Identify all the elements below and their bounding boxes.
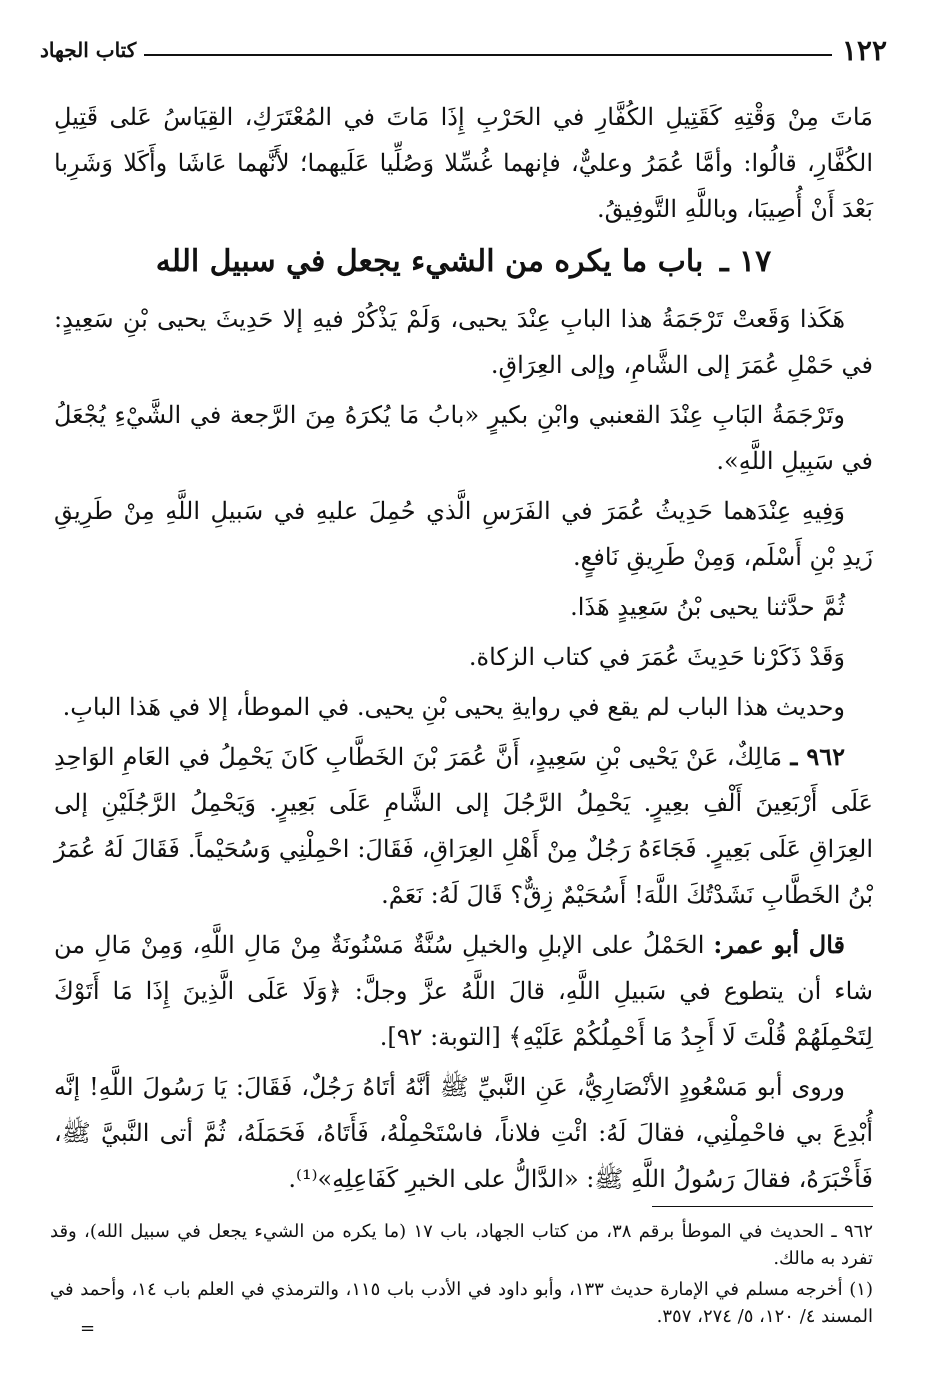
paragraph-4: وَفِيهِ عِنْدَهما حَدِيثُ عُمَرَ في الفَرَسِ الَّذي حُمِلَ عليهِ في سَبيلِ اللَّهِ مِنْ طَرِيقِ زَيدِ بْنِ أَسْلَم، وَمِنْ طَرِيقِ نَافعٍ. xyxy=(54,497,873,571)
page-body xyxy=(54,94,873,1206)
chapter-heading xyxy=(54,236,873,288)
paragraph-2: هَكَذا وَقَعتْ تَرْجَمَةُ هذا البابِ عِنْدَ يحيى، وَلَمْ يَذْكُرْ فيهِ إلا حَدِيثَ يحيى بْنِ سَعِيدٍ: في حَمْلِ عُمَرَ إلى الشَّامِ، وإلى العِرَاقِ. xyxy=(54,305,873,379)
chapter-number: ١٧ ـ xyxy=(719,244,772,279)
continuation-mark: = xyxy=(80,1318,96,1339)
hadith-number: ٩٦٢ ـ xyxy=(790,742,845,771)
page-header xyxy=(40,30,887,70)
paragraph-10: وروى أبو مَسْعُودٍ الأنْصَارِيُّ، عَنِ النَّبيِّ ﷺ أنَّهُ أتَاهُ رَجُلٌ، فَقَالَ: يَا رَسُولَ اللَّهِ! إنَّه أُبْدِعَ بي فاحْمِلْنِي، فقالَ لَهُ: ائْتِ فلاناً، فاسْتَحْمِلْهُ، فَأَتَاهُ، فَحَمَلَهُ، ثُمَّ أتى النَّبيَّ ﷺ، فَأَخْبَرَهُ، فقالَ رَسُولُ اللَّهِ ﷺ: «الدَّالُّ على الخيرِ كَفَاعِلِهِ»⁽¹⁾. xyxy=(54,1073,873,1193)
paragraph-1: مَاتَ مِنْ وَقْتِهِ كَقَتِيلِ الكُفَّارِ في الحَرْبِ إِذَا مَاتَ في المُعْتَرَكِ، القِيَاسُ عَلى قَتِيلِ الكُفَّارِ، قالُوا: وأمَّا عُمَرُ وعليٌّ، فإنهما غُسِّلا وَصُلِّيا عَلَيهما؛ لأَنَّهما عَاشَا وأَكَلا وَشَرِبا بَعْدَ أَنْ أُصِيبَا، وباللَّهِ التَّوفِيقُ. xyxy=(54,103,873,223)
hadith-text: مَالِكٌ، عَنْ يَحْيى بْنِ سَعِيدٍ، أَنَّ عُمَرَ بْنَ الخَطَّابِ كَانَ يَحْمِلُ في العَامِ الوَاحِدِ عَلَى أَرْبَعِينَ أَلْفِ بعِيرٍ. يَحْمِلُ الرَّجُلَ إلى الشَّامِ عَلَى بَعِيرٍ. وَيَحْمِلُ الرَّجُلَيْنِ إلى العِرَاقِ عَلَى بَعِيرٍ. فَجَاءَهُ رَجُلٌ مِنْ أَهْلِ العِرَاقِ، فَقَالَ: احْمِلْنِي وَسُحَيْماً. فَقَالَ لَهُ عُمَرُ بْنُ الخَطَّابِ نَشَدْتُكَ اللَّهَ! أَسُحَيْمٌ زِقٌّ؟ قَالَ لَهُ: نَعَمْ. xyxy=(54,743,873,909)
header-rule xyxy=(144,54,832,56)
footnote-2: (١) أخرجه مسلم في الإمارة حديث ١٣٣، وأبو داود في الأدب باب ١١٥، والترمذي في العلم باب ١٤، وأحمد في المسند ٤/ ١٢٠، ٥/ ٢٧٤، ٣٥٧. xyxy=(50,1279,873,1327)
commentary-paragraph xyxy=(54,922,873,1060)
footnote-divider xyxy=(652,1206,873,1207)
footnote-1: ٩٦٢ ـ الحديث في الموطأ برقم ٣٨، من كتاب الجهاد، باب ١٧ (ما يكره من الشيء يجعل في سبيل الله)، وقد تفرد به مالك. xyxy=(50,1221,873,1269)
paragraph-6: وَقَدْ ذَكَرْنا حَدِيثَ عُمَرَ في كتاب الزكاة. xyxy=(468,643,845,671)
commentary-text: الحَمْلُ على الإبلِ والخيلِ سُنَّةٌ مَسْنُونَةٌ مِنْ مَالِ اللَّهِ، وَمِنْ مَالِ من شاء أن يتطوع في سَبيلِ اللَّهِ، قالَ اللَّهُ عزَّ وجلَّ: ﴿وَلَا عَلَى الَّذِينَ إِذَا مَا أَتَوْكَ لِتَحْمِلَهُمْ قُلْتَ لَا أَجِدُ مَا أَحْمِلُكُمْ عَلَيْهِ﴾ [التوبة: ٩٢]. xyxy=(54,931,873,1051)
paragraph-3: وتَرْجَمَةُ البَابِ عِنْدَ القعنبي وابْنِ بكيرٍ «بابُ مَا يُكرَهُ مِنَ الرَّجعة في الشَّيْءِ يُجْعَلُ في سَبِيلِ اللَّهِ». xyxy=(54,401,873,475)
paragraph-5: ثُمَّ حدَّثنا يحيى بْنُ سَعِيدٍ هَذَا. xyxy=(570,593,845,621)
book-title: كتاب الجهاد xyxy=(40,38,137,62)
chapter-title: باب ما يكره من الشيء يجعل في سبيل الله xyxy=(155,244,704,279)
hadith-paragraph xyxy=(54,734,873,918)
commentary-lead: قال أبو عمر: xyxy=(713,930,845,959)
page-number: ١٢٢ xyxy=(841,33,887,67)
paragraph-7: وحديث هذا الباب لم يقع في روايةِ يحيى بْنِ يحيى. في الموطأ، إلا في هَذا البابِ. xyxy=(62,693,845,721)
footnotes xyxy=(50,1218,873,1334)
